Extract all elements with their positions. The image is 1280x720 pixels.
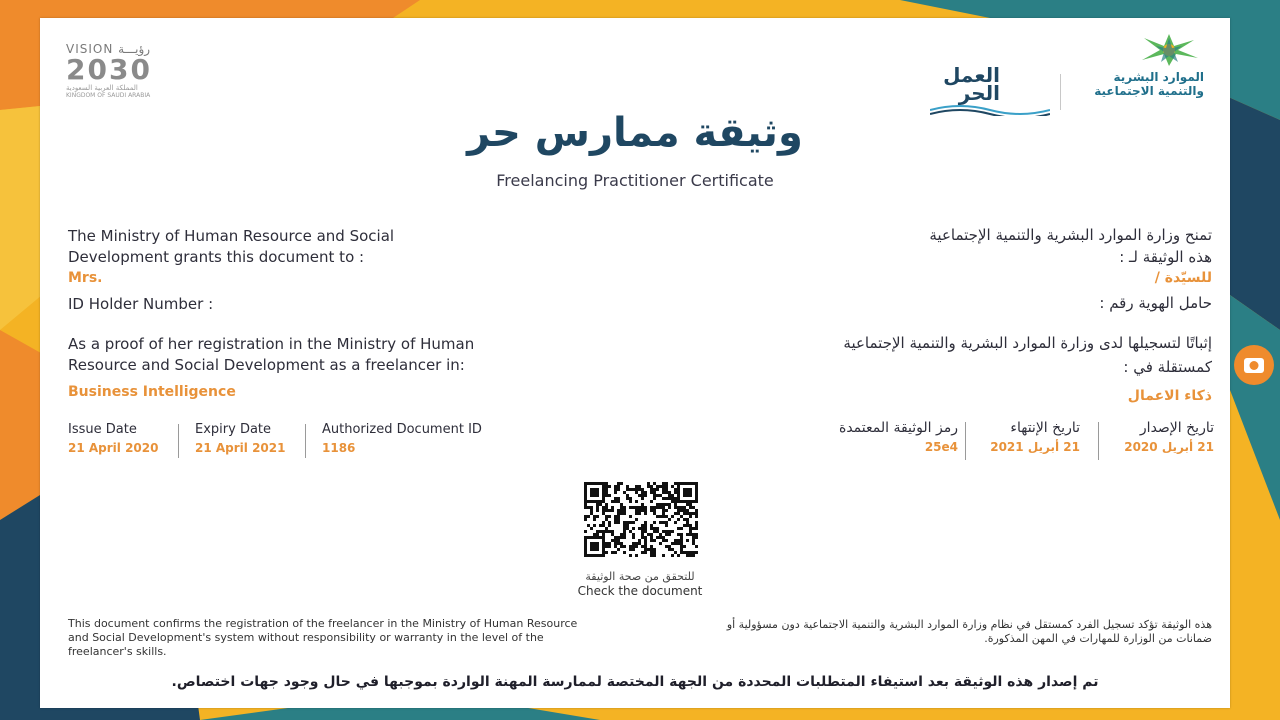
detail-ar-docid: [788, 420, 958, 454]
disclaimer-ar: هذه الوثيقة تؤكد تسجيل الفرد كمستقل في نظام وزارة الموارد البشرية والتنمية الاجتماعية دون مسؤولية أو ضمانات من الوزارة للمهارات في المهن المذكورة.: [726, 618, 1212, 645]
detail-label: تاريخ الإنتهاء: [1010, 420, 1080, 436]
detail-ar-issue: [1104, 420, 1214, 454]
disclaimer-en: This document confirms the registration of the freelancer in the Ministry of Human Resource and Social Development's system without responsibility or warranty in the level of the freelancer's skills.: [68, 617, 578, 658]
detail-label: Issue Date: [68, 422, 137, 437]
id-holder-ar: حامل الهوية رقم :: [1099, 294, 1212, 312]
grant-ar-line2: هذه الوثيقة لـ :: [1119, 248, 1212, 266]
logo-divider: [1060, 74, 1061, 110]
grant-text-en: [68, 226, 588, 268]
detail-divider: [305, 424, 306, 458]
qr-code[interactable]: [584, 482, 698, 558]
detail-en-issue: [68, 422, 188, 455]
vision-2030-logo: [66, 42, 196, 102]
camera-badge-icon[interactable]: [1234, 345, 1274, 385]
footer-note-ar: تم إصدار هذه الوثيقة بعد استيفاء المتطلبات المحددة من الجهة المختصة لممارسة المهنة الواردة بموجبها في حال وجود جهات اختصاص.: [171, 674, 1099, 690]
detail-label: رمز الوثيقة المعتمدة: [839, 420, 958, 436]
proof-text-ar: [612, 331, 1212, 379]
detail-label: Authorized Document ID: [322, 422, 482, 437]
qr-caption-ar: للتحقق من صحة الوثيقة: [585, 570, 695, 583]
detail-value: 25e4: [924, 440, 958, 454]
vision-subtitle-ar: المملكة العربية السعودية: [66, 84, 138, 92]
ministry-name-line2: والتنمية الاجتماعية: [1094, 84, 1204, 98]
id-holder-en: ID Holder Number :: [68, 295, 214, 313]
proof-ar-line2: كمستقلة في :: [1123, 358, 1212, 376]
ministry-name-line1: الموارد البشرية: [1113, 70, 1204, 84]
qr-caption-en: Check the document: [577, 584, 703, 598]
detail-label: Expiry Date: [195, 422, 272, 437]
title-ar: وثيقة ممارس حر: [467, 110, 803, 156]
detail-value: 1186: [322, 441, 356, 455]
free-work-logo: [930, 63, 1050, 116]
grant-text-ar: [652, 224, 1212, 268]
vision-top-text: VISION رؤيـــة: [66, 42, 151, 56]
grant-en-line1: The Ministry of Human Resource and Social: [68, 227, 395, 245]
proof-text-en: [68, 334, 628, 376]
title-en: Freelancing Practitioner Certificate: [496, 171, 774, 190]
detail-divider: [1098, 422, 1099, 460]
detail-divider: [965, 422, 966, 460]
detail-divider: [178, 424, 179, 458]
free-work-line2: الحر: [958, 81, 1000, 105]
detail-ar-expiry: [970, 420, 1080, 454]
qr-code-icon: [584, 482, 698, 558]
recipient-ar: للسيّدة /: [1154, 270, 1212, 286]
detail-value: 21 أبريل 2020: [1124, 440, 1214, 454]
detail-value: 21 أبريل 2021: [990, 440, 1080, 454]
palm-star-icon: [1134, 32, 1204, 68]
vision-year: 2030: [66, 53, 152, 86]
grant-en-line2: Development grants this document to :: [68, 248, 365, 266]
detail-value: 21 April 2020: [68, 441, 159, 455]
grant-ar-line1: تمنح وزارة الموارد البشرية والتنمية الإجتماعية: [929, 226, 1212, 244]
field-ar: ذكاء الاعمال: [1127, 388, 1212, 404]
detail-value: 21 April 2021: [195, 441, 286, 455]
detail-en-docid: [322, 422, 542, 455]
proof-en-line1: As a proof of her registration in the Ministry of Human: [68, 335, 475, 353]
proof-en-line2: Resource and Social Development as a freelancer in:: [68, 356, 465, 374]
ministry-logo: [1068, 32, 1208, 118]
vision-subtitle-en: KINGDOM OF SAUDI ARABIA: [66, 92, 151, 99]
recipient-en: Mrs.: [68, 270, 103, 286]
detail-label: تاريخ الإصدار: [1139, 420, 1214, 436]
proof-ar-line1: إثباتًا لتسجيلها لدى وزارة الموارد البشرية والتنمية الإجتماعية: [843, 334, 1212, 352]
detail-en-expiry: [195, 422, 315, 455]
free-work-line1: العمل: [943, 63, 1000, 87]
certificate-document: [40, 18, 1230, 708]
field-en: Business Intelligence: [68, 384, 236, 400]
